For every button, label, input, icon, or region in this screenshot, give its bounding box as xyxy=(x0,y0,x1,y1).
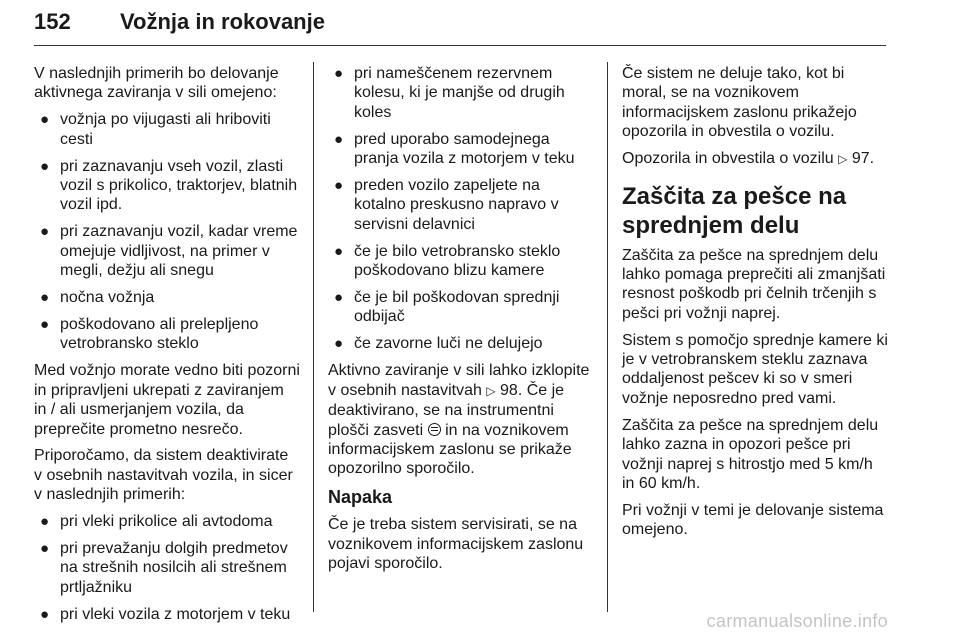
bullet-icon: ● xyxy=(334,242,344,260)
warnings-reference-paragraph xyxy=(622,149,888,169)
bullet-icon: ● xyxy=(40,223,50,241)
column-1 xyxy=(34,64,300,632)
bullet-icon: ● xyxy=(40,513,50,531)
bullet-icon: ● xyxy=(334,335,344,353)
bullet-icon: ● xyxy=(334,130,344,148)
section-heading-fault: Napaka xyxy=(328,487,393,508)
column-divider-1 xyxy=(313,62,314,612)
list-item xyxy=(328,242,594,281)
list-item xyxy=(328,176,594,234)
pedestrian-paragraph-4: Pri vožnji v temi je delovanje sistema omejeno. xyxy=(622,501,884,539)
pedestrian-paragraph-2: Sistem s pomočjo sprednje kamere ki je v vetrobranskem steklu zaznava oddaljenost pešcev ki so v smeri vožnje neposredno pred vami. xyxy=(622,331,888,407)
deactivation-text-b: . Če je deaktivirano, se na instrumentni plošči zasveti xyxy=(328,381,565,439)
list-item-text: poškodovano ali prelepljeno vetrobransko steklo xyxy=(60,315,259,353)
section-heading-pedestrian-protection: Zaščita za pešce na sprednjem delu xyxy=(622,182,847,239)
list-item-text: pri nameščenem rezervnem kolesu, ki je manjše od drugih koles xyxy=(354,65,565,121)
page-reference-icon: ▷ xyxy=(838,152,848,167)
list-item xyxy=(34,110,300,149)
list-item xyxy=(34,222,300,280)
warnings-text: Opozorila in obvestila o vozilu xyxy=(622,150,834,168)
deactivation-list xyxy=(34,512,300,624)
list-item-text: če je bil poškodovan sprednji odbijač xyxy=(354,289,560,326)
bullet-icon: ● xyxy=(40,540,50,558)
deactivation-paragraph xyxy=(328,361,594,478)
list-item xyxy=(328,64,594,122)
header-rule xyxy=(34,45,886,46)
pedestrian-paragraph-1: Zaščita za pešce na sprednjem delu lahko pomaga preprečiti ali zmanjšati resnost poškodb pri čelnih trčenjih s pešci pri vožnji naprej. xyxy=(622,246,886,322)
malfunction-paragraph: Če sistem ne deluje tako, kot bi moral, se na voznikovem informacijskem zaslonu prikažejo opozorila in obvestila o vozilu. xyxy=(622,65,857,141)
list-item-text: pri zaznavanju vseh vozil, zlasti vozil s prikolico, traktorjev, blatnih vozil ipd. xyxy=(60,157,298,214)
page-reference[interactable]: 97 xyxy=(851,150,870,168)
bullet-icon: ● xyxy=(40,157,50,175)
list-item-text: nočna vožnja xyxy=(60,289,155,307)
bullet-icon: ● xyxy=(40,111,50,129)
column-2 xyxy=(328,64,594,581)
list-item-text: vožnja po vijugasti ali hriboviti cesti xyxy=(60,111,271,148)
list-item xyxy=(34,539,300,597)
attention-paragraph: Med vožnjo morate vedno biti pozorni in pripravljeni ukrepati z zaviranjem in / ali usmerjanjem vozila, da preprečite prometno nesrečo. xyxy=(34,362,300,438)
list-item xyxy=(34,512,300,531)
bullet-icon: ● xyxy=(334,65,344,82)
column-divider-2 xyxy=(607,62,608,612)
pedestrian-paragraph-3: Zaščita za pešce na sprednjem delu lahko zazna in opozori pešce pri vožnji naprej s hitrostjo med 5 km/h in 60 km/h. xyxy=(622,416,879,492)
deactivation-text-a: Aktivno zaviranje v sili lahko izklopite v osebnih nastavitvah xyxy=(328,362,590,399)
list-item xyxy=(328,130,594,169)
list-item-text: preden vozilo zapeljete na kotalno preskusno napravo v servisni delavnici xyxy=(354,177,559,233)
bullet-icon: ● xyxy=(40,289,50,307)
list-item xyxy=(34,315,300,354)
bullet-icon: ● xyxy=(334,289,344,307)
watermark: carmanualsonline.info xyxy=(706,611,888,631)
deactivation-list-continued xyxy=(328,64,594,354)
page-number: 152 xyxy=(34,9,71,34)
list-item-text: pri prevažanju dolgih predmetov na strešnih nosilcih ali strešnem prtljažniku xyxy=(60,540,288,596)
intro-paragraph: V naslednjih primerih bo delovanje aktivnega zaviranja v sili omejeno: xyxy=(34,65,279,102)
list-item xyxy=(328,288,594,327)
bullet-icon: ● xyxy=(40,605,50,623)
column-3 xyxy=(622,64,888,547)
recommendation-paragraph: Priporočamo, da sistem deaktivirate v osebnih nastavitvah vozila, in sicer v naslednjih primerih: xyxy=(34,447,293,504)
page-header xyxy=(34,2,886,46)
deactivation-text-c: in na voznikovem informacijskem zaslonu se prikaže opozorilno sporočilo. xyxy=(328,421,572,478)
brake-assist-warning-lamp-icon xyxy=(428,423,441,436)
list-item xyxy=(34,288,300,307)
bullet-icon: ● xyxy=(334,177,344,195)
page-reference[interactable]: 98 xyxy=(500,381,518,399)
list-item-text: pri zaznavanju vozil, kadar vreme omejuje vidljivost, na primer v megli, dežju ali snegu xyxy=(60,223,298,280)
list-item-text: če je bilo vetrobransko steklo poškodovano blizu kamere xyxy=(354,242,561,280)
list-item xyxy=(34,157,300,215)
page-title: Vožnja in rokovanje xyxy=(120,9,325,34)
list-item-text: pred uporabo samodejnega pranja vozila z motorjem v teku xyxy=(354,130,575,168)
bullet-icon: ● xyxy=(40,315,50,333)
list-item xyxy=(328,334,594,353)
list-item-text: pri vleki vozila z motorjem v teku xyxy=(60,605,291,623)
list-item-text: če zavorne luči ne delujejo xyxy=(354,335,543,353)
list-item-text: pri vleki prikolice ali avtodoma xyxy=(60,513,273,531)
fault-paragraph: Če je treba sistem servisirati, se na voznikovem informacijskem zaslonu pojavi sporočilo. xyxy=(328,516,584,573)
period: . xyxy=(869,150,875,168)
page-reference-icon: ▷ xyxy=(486,383,496,398)
limitations-list xyxy=(34,110,300,353)
